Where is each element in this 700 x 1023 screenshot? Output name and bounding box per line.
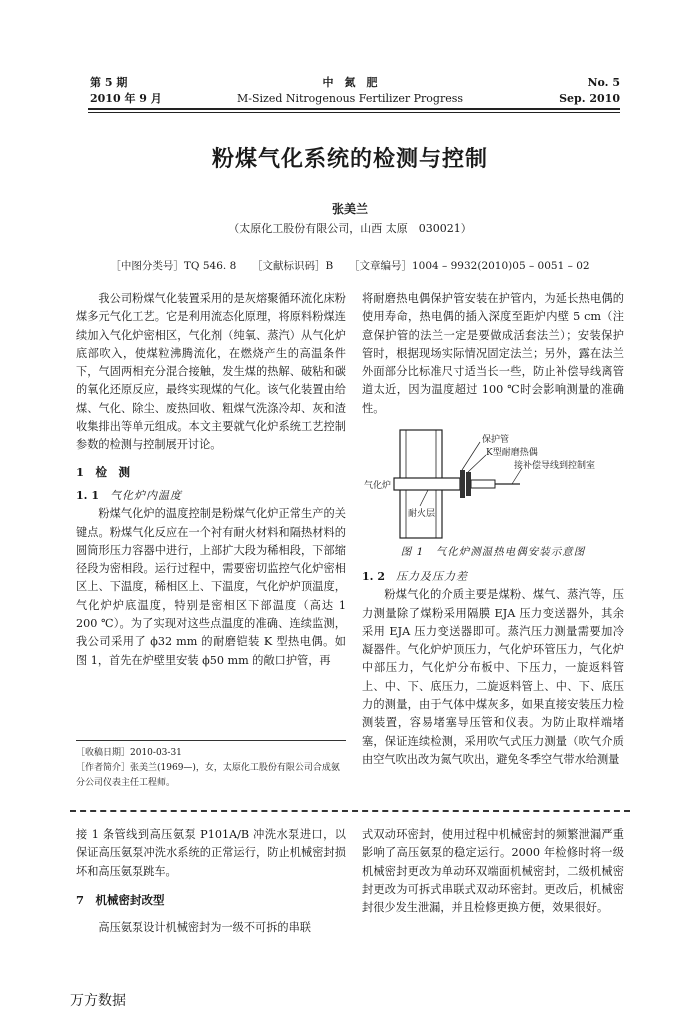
journal-name-en: M-Sized Nitrogenous Fertilizer Progress (236, 92, 464, 105)
label-wire: 接补偿导线到控制室 (514, 461, 596, 471)
guard-tube (394, 478, 460, 490)
temperature-paragraph: 粉煤气化炉的温度控制是粉煤气化炉正常生产的关键点。粉煤气化反应在一个衬有耐火材料和隔热材料的圆筒形压力容器中进行，上部扩大段为稀相段，下部缩径段为密相段。运行过程中，需要密切监控气化炉密相区上、下温度，稀相区上、下温度，气化炉炉顶温度，气化炉炉底温度，特别是密相区下部温度（高达 1 200 ℃）。为了实现对这些点温度的准确、连续监测，我公司采用了 ϕ32 mm 的耐磨铠装 K 型热电偶。如图 1，首先在炉壁里安装 ϕ50 mm 的敞口护管，再 (76, 507, 346, 667)
header-rule-thin (88, 112, 620, 113)
seal-continuation-paragraph: 式双动环密封，使用过程中机械密封的频繁泄漏严重影响了高压氨泵的稳定运行。2000 年检修时将一级机械密封更改为单动环双端面机械密封，二级机械密封更改为可拆式串联式双动环密封。更改后，机械密封很少发生泄漏，并且检修更换方便，效果很好。 (362, 828, 624, 915)
article-title: 粉煤气化系统的检测与控制 (211, 147, 488, 172)
intro-paragraph: 我公司粉煤气化装置采用的是灰熔聚循环流化床粉煤多元气化工艺。它是利用流态化原理，将原料粉煤连续加入气化炉密相区，气化剂（纯氧、蒸汽）从气化炉底部吹入，使煤粒沸腾流化，在燃烧产生的高温条件下，气固两相充分混合接触，发生煤的热解、破粘和碳的氧化还原反应，最终实现煤的气化。该气化装置由给煤、气化、除尘、废热回收、粗煤气洗涤冷却、灰和渣收集排出等单元组成。本文主要就气化炉系统工艺控制参数的检测与控制展开讨论。 (76, 292, 346, 452)
footnote-rule (76, 740, 346, 741)
issue-number: 第 5 期 (90, 76, 128, 89)
classification-line: ［中图分类号］TQ 546. 8 ［文献标识码］B ［文章编号］1004 – 9932(2010)05 – 0051 – 02 (110, 260, 590, 272)
section-heading: 1 检 测 (76, 464, 131, 479)
bottom-right-column (362, 826, 624, 917)
pump-paragraph: 接 1 条管线到高压氨泵 P101A/B 冲洗水泵进口，以保证高压氨泵冲洗水系统的正常运行，防止机械密封损坏和高压氨泵跳车。 (76, 828, 346, 878)
right-column (362, 290, 624, 418)
seal-paragraph: 高压氨泵设计机械密封为一级不可拆的串联 (98, 921, 311, 935)
thermocouple-paragraph: 将耐磨热电偶保护管安装在护管内，为延长热电偶的使用寿命，热电偶的插入深度至距炉内壁 5 cm（注意保护管的法兰一定是要做成活套法兰）；安装保护管时，根据现场实际情况固定法兰；另外，露在法兰外面部分比标准尺寸适当长一些，防止补偿导线离管道太近，因为温度超过 100 ℃时会影响测量的准确性。 (362, 292, 624, 415)
right-column-lower (362, 568, 624, 769)
flange (460, 470, 465, 498)
received-date: ［收稿日期］2010-03-31 (76, 748, 182, 758)
section-heading-seal: 7 机械密封改型 (76, 892, 165, 907)
issue-date: 2010 年 9 月 (90, 92, 162, 105)
figure-caption: 图 1 气化炉测温热电偶安装示意图 (400, 546, 586, 558)
author-bio: ［作者简介］张美兰(1969—)，女，太原化工股份有限公司合成氨分公司仪表主任工程师。 (76, 763, 340, 788)
label-guard-tube: 保护管 (482, 435, 510, 445)
label-refractory: 耐火层 (408, 509, 436, 519)
left-column (76, 290, 346, 670)
label-thermocouple: K型耐磨热偶 (486, 448, 538, 458)
source-watermark: 万方数据 (70, 993, 126, 1009)
header-rule (88, 108, 620, 110)
issue-date-en: Sep. 2010 (559, 92, 620, 105)
pressure-paragraph: 粉煤气化的介质主要是煤粉、煤气、蒸汽等，压力测量除了煤粉采用隔膜 EJA 压力变送器外，其余采用 EJA 压力变送器即可。蒸汽压力测量需要加冷凝器件。气化炉炉顶压力，气化炉环管压力，气化炉中部压力，气化炉分布板中、下压力，一旋返料管上、中、下、底压力，二旋返料管上、中、下、底压力的测量，由于气体中煤灰多，如果直接安装压力检测装置，容易堵塞导压管和仪表。为防止取样端堵塞，保证连续检测，采用吹气式压力测量（吹气介质由空气吹出改为氮气吹出，避免冬季空气带水给测量 (362, 588, 624, 766)
subsection-heading-pressure: 1. 2 压力及压力差 (362, 570, 468, 583)
subsection-heading: 1. 1 气化炉内温度 (76, 488, 182, 502)
footnote (76, 746, 346, 791)
bottom-left-column (76, 826, 346, 937)
journal-name-cn: 中 氮 肥 (322, 76, 378, 89)
label-furnace: 气化炉 (364, 481, 392, 491)
issue-number-en: No. 5 (587, 76, 620, 89)
figure-thermocouple-diagram (362, 428, 624, 540)
affiliation: （太原化工股份有限公司，山西 太原 030021） (228, 222, 472, 235)
thermocouple-head (471, 480, 495, 488)
author: 张美兰 (331, 202, 368, 216)
article-separator (70, 810, 630, 812)
